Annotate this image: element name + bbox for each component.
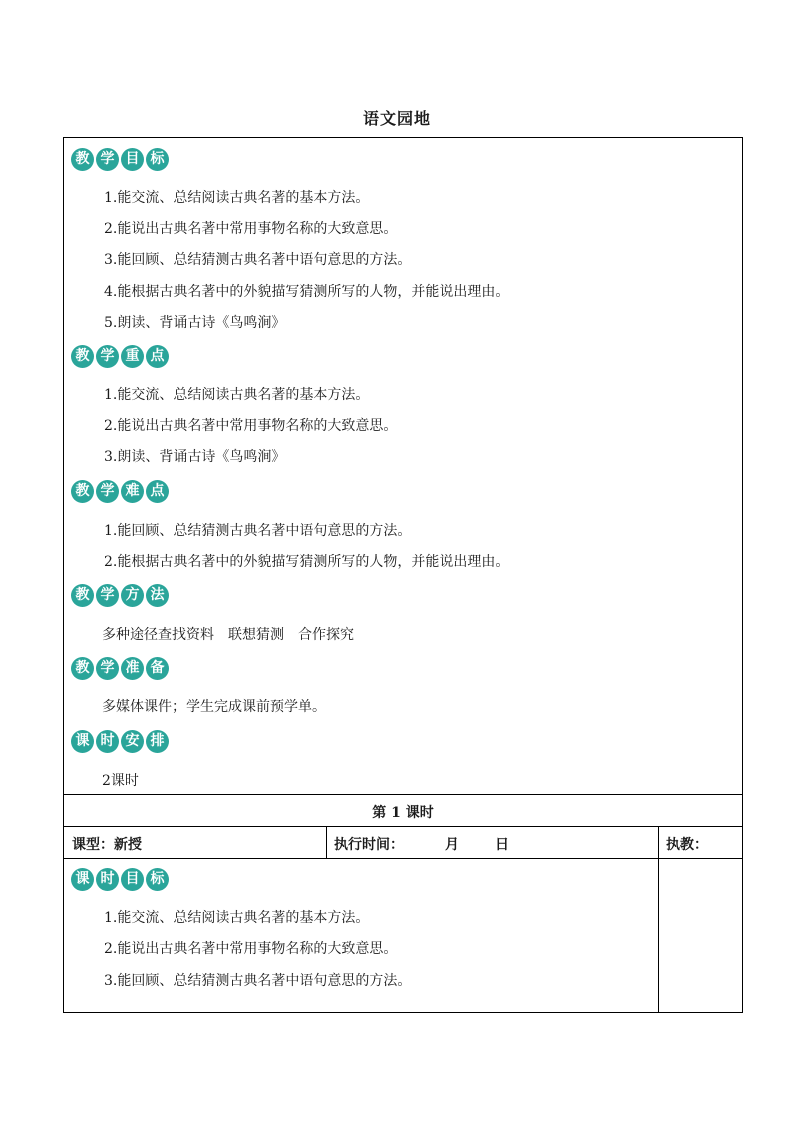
execution-time-label: 执行时间： [334, 837, 404, 853]
section-heading-difficulties [71, 480, 169, 503]
heading-char: 教 [71, 657, 94, 680]
heading-char: 目 [121, 148, 144, 171]
day-label: 日 [495, 837, 509, 853]
methods-line: 多种途径查找资料 联想猜测 合作探究 [102, 627, 354, 643]
page-title: 语文园地 [362, 109, 431, 128]
heading-char: 教 [71, 148, 94, 171]
lesson-objective-line: 1.能交流、总结阅读古典名著的基本方法。 [104, 910, 370, 926]
objective-line: 1.能交流、总结阅读古典名著的基本方法。 [104, 190, 370, 206]
preparation-line: 多媒体课件；学生完成课前预学单。 [102, 699, 326, 715]
heading-char: 教 [71, 480, 94, 503]
heading-char: 难 [121, 480, 144, 503]
section-heading-objectives [71, 148, 169, 171]
heading-char: 学 [96, 584, 119, 607]
heading-char: 备 [146, 657, 169, 680]
heading-char: 学 [96, 148, 119, 171]
teacher-label: 执教： [666, 837, 708, 853]
heading-char: 教 [71, 584, 94, 607]
section-heading-schedule [71, 730, 169, 753]
heading-char: 准 [121, 657, 144, 680]
key-point-line: 2.能说出古典名著中常用事物名称的大致意思。 [104, 418, 398, 434]
lesson-type: 课型：新授 [72, 837, 142, 853]
section-heading-lesson-objectives [71, 868, 169, 891]
schedule-line: 2课时 [102, 773, 139, 789]
table-divider [64, 794, 742, 795]
heading-char: 时 [96, 868, 119, 891]
objective-line: 3.能回顾、总结猜测古典名著中语句意思的方法。 [104, 252, 412, 268]
objective-line: 5.朗读、背诵古诗《鸟鸣涧》 [104, 315, 286, 331]
lesson-objective-line: 3.能回顾、总结猜测古典名著中语句意思的方法。 [104, 973, 412, 989]
heading-char: 教 [71, 345, 94, 368]
heading-char: 学 [96, 480, 119, 503]
difficulty-line: 1.能回顾、总结猜测古典名著中语句意思的方法。 [104, 523, 412, 539]
table-divider [64, 826, 742, 827]
key-point-line: 1.能交流、总结阅读古典名著的基本方法。 [104, 387, 370, 403]
heading-char: 重 [121, 345, 144, 368]
section-heading-key-points [71, 345, 169, 368]
heading-char: 排 [146, 730, 169, 753]
difficulty-line: 2.能根据古典名著中的外貌描写猜测所写的人物，并能说出理由。 [104, 554, 510, 570]
heading-char: 点 [146, 345, 169, 368]
heading-char: 安 [121, 730, 144, 753]
heading-char: 点 [146, 480, 169, 503]
column-divider [658, 826, 659, 1013]
heading-char: 标 [146, 148, 169, 171]
objective-line: 4.能根据古典名著中的外貌描写猜测所写的人物，并能说出理由。 [104, 284, 510, 300]
heading-char: 学 [96, 345, 119, 368]
heading-char: 法 [146, 584, 169, 607]
column-divider [326, 826, 327, 858]
heading-char: 目 [121, 868, 144, 891]
lesson-plan-table [63, 137, 743, 1013]
heading-char: 方 [121, 584, 144, 607]
heading-char: 课 [71, 730, 94, 753]
section-heading-preparation [71, 657, 169, 680]
heading-char: 课 [71, 868, 94, 891]
key-point-line: 3.朗读、背诵古诗《鸟鸣涧》 [104, 449, 286, 465]
heading-char: 学 [96, 657, 119, 680]
section-heading-methods [71, 584, 169, 607]
heading-char: 标 [146, 868, 169, 891]
heading-char: 时 [96, 730, 119, 753]
objective-line: 2.能说出古典名著中常用事物名称的大致意思。 [104, 221, 398, 237]
lesson-objective-line: 2.能说出古典名著中常用事物名称的大致意思。 [104, 941, 398, 957]
month-label: 月 [445, 837, 459, 853]
lesson-header: 第 1 课时 [372, 805, 434, 821]
table-divider [64, 858, 742, 859]
